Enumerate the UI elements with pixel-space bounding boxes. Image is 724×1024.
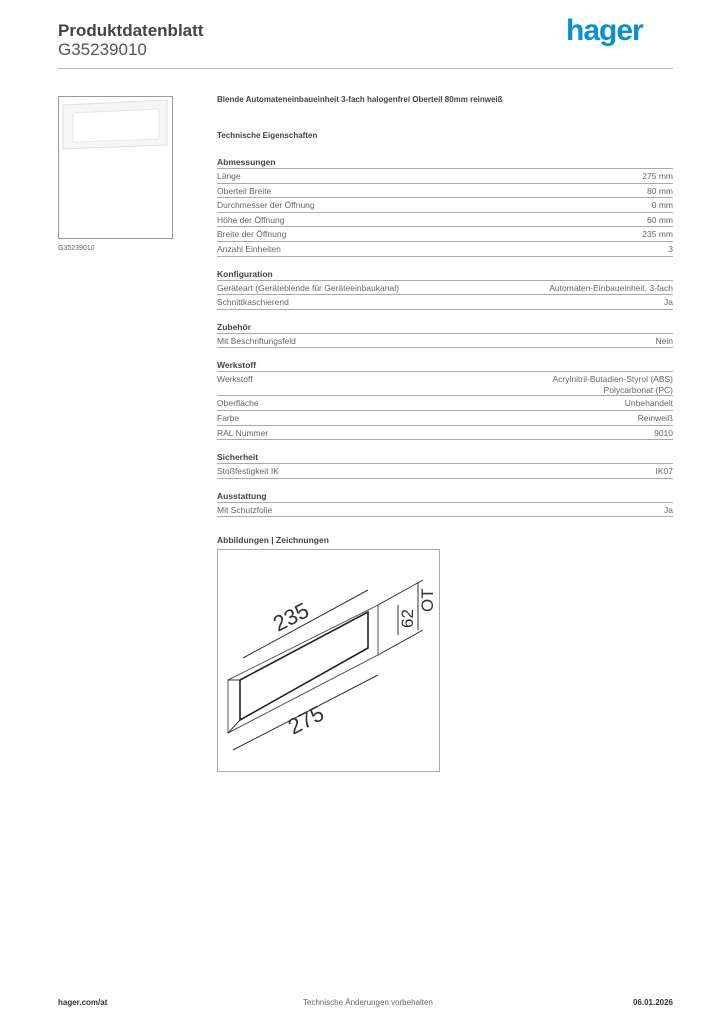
header-divider xyxy=(58,68,673,69)
spec-label: Farbe xyxy=(217,412,240,423)
spec-label: RAL Nummer xyxy=(217,427,269,438)
section-heading: Sicherheit xyxy=(217,450,673,464)
spec-label: Länge xyxy=(217,171,241,181)
spec-value: Acrylnitril-Butadien-Styrol (ABS) Polycarbonat (PC) xyxy=(552,374,673,395)
spec-value: Nein xyxy=(655,335,673,346)
section-heading: Werkstoff xyxy=(217,358,673,372)
product-name: Blende Automateneinbaueinheit 3-fach halogenfrei Oberteil 80mm reinweiß xyxy=(217,95,503,104)
spec-value: Unbehandelt xyxy=(624,398,673,409)
spec-row xyxy=(217,281,673,296)
spec-label: Oberteil Breite xyxy=(217,185,272,196)
spec-column xyxy=(217,95,673,772)
spec-row xyxy=(217,184,673,199)
figures-heading: Abbildungen | Zeichnungen xyxy=(217,535,329,546)
spec-row xyxy=(217,411,673,426)
dimension-lines xyxy=(233,580,423,750)
footer-website[interactable]: hager.com/at xyxy=(58,998,108,1007)
spec-label: Anzahl Einheiten xyxy=(217,243,281,254)
section-heading: Ausstattung xyxy=(217,489,673,503)
spec-row xyxy=(217,426,673,441)
spec-value: 3 xyxy=(668,243,673,254)
spec-sections xyxy=(217,155,673,517)
product-image xyxy=(58,96,173,239)
spec-label: Stoßfestigkeit IK xyxy=(217,466,279,477)
spec-row xyxy=(217,295,673,310)
spec-row xyxy=(217,242,673,257)
spec-value: 235 mm xyxy=(642,229,673,240)
dim-275: 275 xyxy=(283,700,328,740)
spec-row xyxy=(217,464,673,479)
page-title: Produktdatenblatt xyxy=(58,21,204,40)
spec-label: Mit Beschriftungsfeld xyxy=(217,335,296,346)
spec-value: IK07 xyxy=(655,466,673,477)
dim-ot: OT xyxy=(418,588,437,613)
spec-label: Schnittkaschierend xyxy=(217,297,289,308)
hager-logo: hager xyxy=(566,14,643,47)
spec-value: Ja xyxy=(664,504,673,515)
spec-label: Breite der Öffnung xyxy=(217,229,287,240)
spec-row xyxy=(217,169,673,184)
spec-value: Ja xyxy=(664,297,673,308)
section-heading: Abmessungen xyxy=(217,155,673,169)
spec-value: 275 mm xyxy=(642,171,673,181)
dim-62: 62 xyxy=(398,609,417,629)
spec-row xyxy=(217,503,673,518)
spec-label: Höhe der Öffnung xyxy=(217,214,285,225)
spec-row xyxy=(217,198,673,213)
product-code: G35239010 xyxy=(58,40,147,59)
dimension-drawing xyxy=(217,549,440,772)
footer-note: Technische Änderungen vorbehalten xyxy=(303,998,433,1007)
spec-label: Werkstoff xyxy=(217,374,253,385)
spec-value: 9010 xyxy=(654,427,673,438)
spec-label: Geräteart (Geräteblende für Geräteeinbaukanal) xyxy=(217,282,399,293)
section-heading: Konfiguration xyxy=(217,267,673,281)
spec-value: 60 mm xyxy=(647,214,673,225)
spec-label: Durchmesser der Öffnung xyxy=(217,200,315,211)
footer-date: 06.01.2026 xyxy=(632,998,673,1007)
section-heading: Zubehör xyxy=(217,320,673,334)
spec-row xyxy=(217,372,673,396)
spec-row xyxy=(217,334,673,349)
spec-row xyxy=(217,396,673,411)
spec-value: 0 mm xyxy=(651,200,673,211)
spec-label: Oberfläche xyxy=(217,398,259,409)
spec-row xyxy=(217,213,673,228)
dim-235: 235 xyxy=(268,597,313,637)
spec-value: 80 mm xyxy=(647,185,673,196)
spec-value: Reinweiß xyxy=(637,412,673,423)
tech-heading: Technische Eigenschaften xyxy=(217,131,318,140)
thumbnail-caption: G35239010 xyxy=(58,245,95,252)
spec-label: Mit Schutzfolie xyxy=(217,504,273,515)
product-thumbnail-graphic xyxy=(59,97,172,238)
spec-row xyxy=(217,227,673,242)
spec-value: Automaten-Einbaueinheit, 3-fach xyxy=(549,282,673,293)
